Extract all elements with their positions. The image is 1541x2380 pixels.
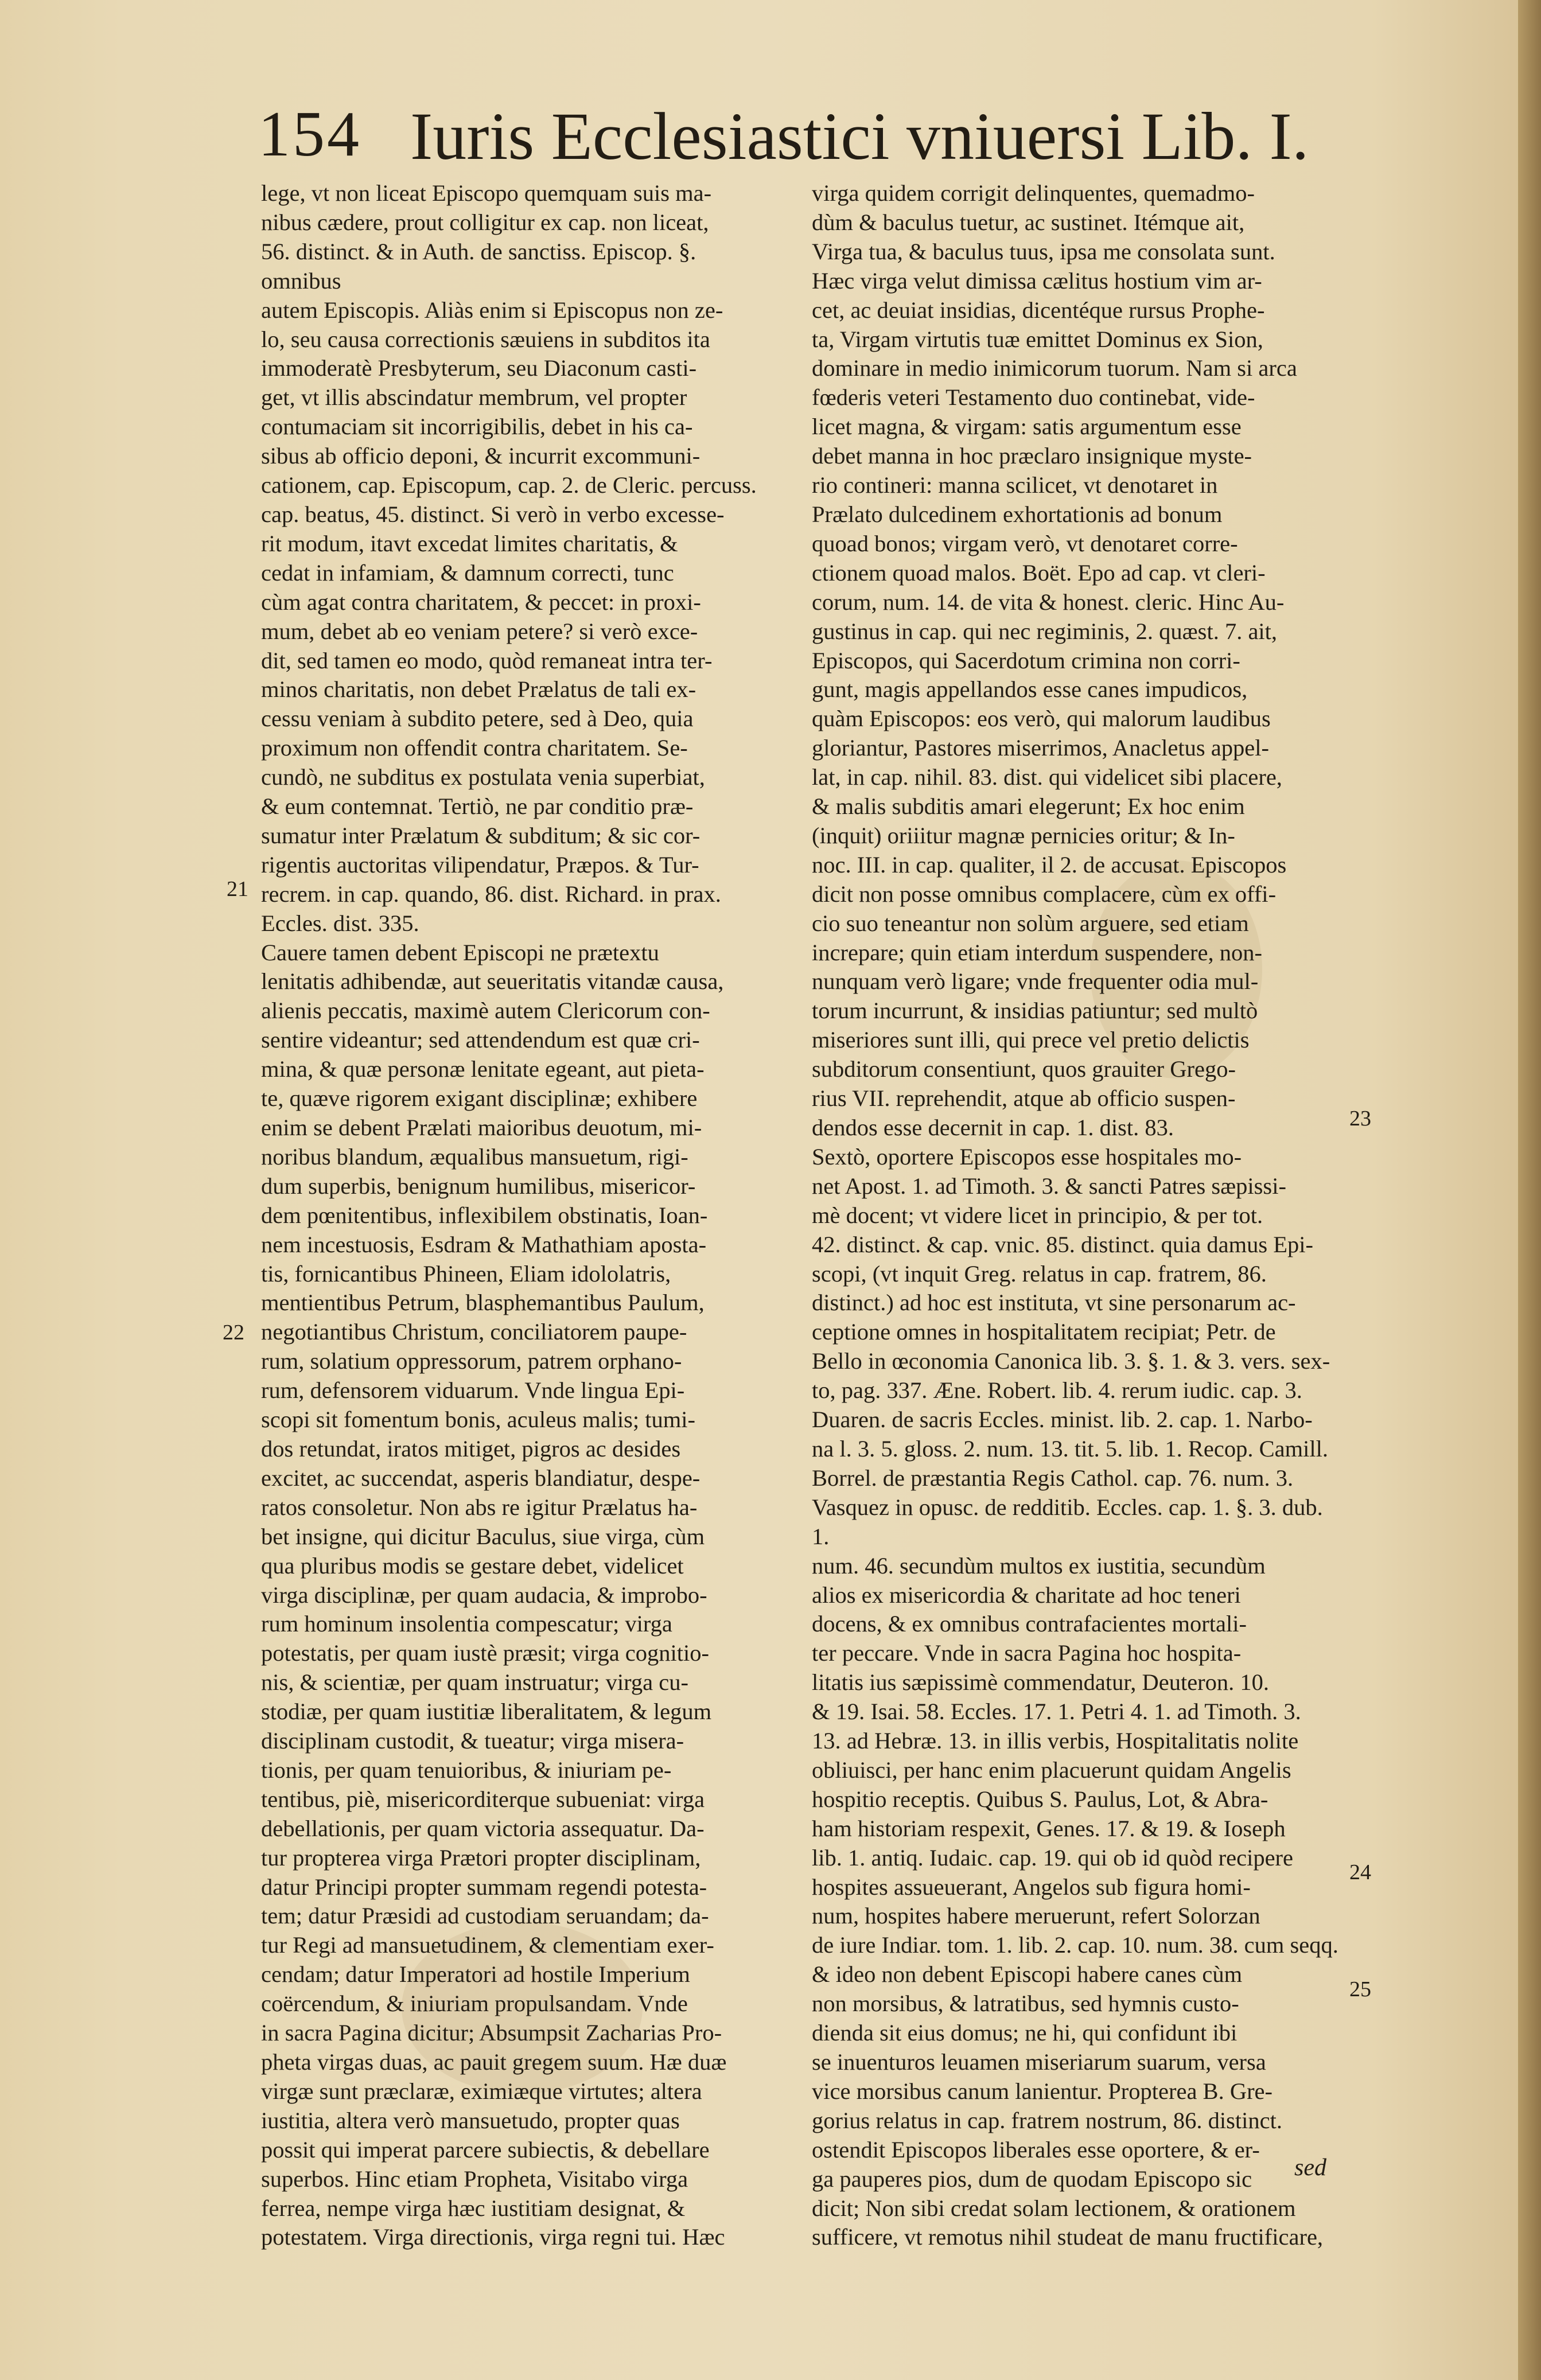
text-line: rigentis auctoritas vilipendatur, Præpos. & Tur- <box>261 851 699 878</box>
text-line: possit qui imperat parcere subiectis, & debellare <box>261 2136 710 2163</box>
text-line: excitet, ac succendat, asperis blandiatur, despe- <box>261 1464 701 1491</box>
text-line: sufficere, vt remotus nihil studeat de manu fructificare, <box>812 2224 1324 2250</box>
text-line: ostendit Episcopos liberales esse oportere, & er- <box>812 2136 1260 2163</box>
text-line: dominare in medio inimicorum tuorum. Nam si arca <box>812 355 1297 381</box>
text-line: obliuisci, per hanc enim placuerunt quidam Angelis <box>812 1756 1291 1783</box>
text-line: iustitia, altera verò mansuetudo, propter quas <box>261 2107 680 2133</box>
text-line: gustinus in cap. qui nec regiminis, 2. quæst. 7. ait, <box>812 618 1278 644</box>
text-line: corum, num. 14. de vita & honest. cleric. Hinc Au- <box>812 589 1285 615</box>
text-line: cundò, ne subditus ex postulata venia superbiat, <box>261 764 705 790</box>
text-line: hospites assueuerant, Angelos sub figura homi- <box>812 1873 1251 1900</box>
text-line: cedat in infamiam, & damnum correcti, tunc <box>261 559 674 586</box>
text-line: ga pauperes pios, dum de quodam Episcopo sic <box>812 2165 1252 2192</box>
text-line: num. 46. secundùm multos ex iustitia, secundùm <box>812 1552 1266 1579</box>
text-line: stodiæ, per quam iustitiæ liberalitatem, & legum <box>261 1699 712 1725</box>
text-line: potestatem. Virga directionis, virga regni tui. Hæc <box>261 2224 725 2250</box>
text-line: net Apost. 1. ad Timoth. 3. & sancti Patres sæpissi- <box>812 1173 1286 1199</box>
text-line: cendam; datur Imperatori ad hostile Imperium <box>261 1961 690 1988</box>
text-line: nibus cædere, prout colligitur ex cap. non liceat, <box>261 209 709 235</box>
text-line: nem incestuosis, Esdram & Mathathiam aposta- <box>261 1231 707 1257</box>
text-line: ta, Virgam virtutis tuæ emittet Dominus ex Sion, <box>812 326 1263 352</box>
right-column <box>812 179 1340 2252</box>
text-line: noribus blandum, æqualibus mansuetum, rigi- <box>261 1143 688 1170</box>
text-line: cationem, cap. Episcopum, cap. 2. de Cleric. percuss. <box>261 472 757 498</box>
text-line: debellationis, per quam victoria assequatur. Da- <box>261 1815 705 1841</box>
text-line: subditorum consentiunt, quos grauiter Grego- <box>812 1056 1236 1082</box>
text-line: se inuenturos leuamen miseriarum suarum, versa <box>812 2049 1266 2075</box>
text-line: gunt, magis appellandos esse canes impudicos, <box>812 676 1248 703</box>
text-line: miseriores sunt illi, qui prece vel pretio delictis <box>812 1027 1250 1053</box>
margin-number: 24 <box>1349 1860 1371 1884</box>
margin-number: 23 <box>1349 1107 1371 1131</box>
text-line: virgæ sunt præclaræ, eximiæque virtutes; altera <box>261 2078 702 2104</box>
text-line: litatis ius sæpissimè commendatur, Deuteron. 10. <box>812 1669 1270 1696</box>
text-line: & ideo non debent Episcopi habere canes cùm <box>812 1961 1243 1988</box>
text-line: mè docent; vt videre licet in principio, & per tot. <box>812 1202 1263 1228</box>
text-line: dos retundat, iratos mitiget, pigros ac desides <box>261 1435 681 1462</box>
text-line: ferrea, nempe virga hæc iustitiam designat, & <box>261 2195 686 2221</box>
text-line: torum incurrunt, & insidias patiuntur; sed multò <box>812 998 1258 1024</box>
margin-number: 21 <box>227 877 248 901</box>
margin-number: 25 <box>1349 1977 1371 2001</box>
text-line: scopi, (vt inquit Greg. relatus in cap. fratrem, 86. <box>812 1260 1267 1287</box>
text-line: quoad bonos; virgam verò, vt denotaret corre- <box>812 530 1238 556</box>
text-line: ratos consoletur. Non abs re igitur Prælatus ha- <box>261 1494 698 1520</box>
text-line: nunquam verò ligare; vnde frequenter odia mul- <box>812 968 1259 995</box>
text-line: qua pluribus modis se gestare debet, videlicet <box>261 1552 684 1579</box>
text-line: rum hominum insolentia compescatur; virga <box>261 1611 672 1637</box>
text-line: tis, fornicantibus Phineen, Eliam idololatris, <box>261 1260 671 1287</box>
text-line: pheta virgas duas, ac pauit gregem suum. Hæ duæ <box>261 2049 727 2075</box>
text-line: lib. 1. antiq. Iudaic. cap. 19. qui ob id quòd recipere <box>812 1844 1294 1871</box>
text-line: ceptione omnes in hospitalitatem recipiat; Petr. de <box>812 1319 1276 1345</box>
text-line: tionis, per quam tenuioribus, & iniuriam pe- <box>261 1756 672 1783</box>
text-line: num, hospites habere meruerunt, refert Solorzan <box>812 1903 1260 1929</box>
page-fold-shadow <box>1518 0 1541 2380</box>
text-line: tem; datur Præsidi ad custodiam seruandam; da- <box>261 1903 709 1929</box>
text-line: ctionem quoad malos. Boët. Epo ad cap. vt cleri- <box>812 559 1266 586</box>
catchword: sed <box>1294 2155 1326 2181</box>
text-line: disciplinam custodit, & tueatur; virga misera- <box>261 1728 684 1754</box>
text-line: Duaren. de sacris Eccles. minist. lib. 2. cap. 1. Narbo- <box>812 1407 1313 1433</box>
text-line: cùm agat contra charitatem, & peccet: in proxi- <box>261 589 701 615</box>
text-line: cet, ac deuiat insidias, dicentéque rursus Prophe- <box>812 297 1265 323</box>
text-line: lo, seu causa correctionis sæuiens in subditos ita <box>261 326 710 352</box>
text-line: licet magna, & virgam: satis argumentum esse <box>812 414 1242 440</box>
text-line: dùm & baculus tuetur, ac sustinet. Itémque ait, <box>812 209 1245 235</box>
text-line: (inquit) oriiitur magnæ pernicies oritur; & In- <box>812 822 1235 848</box>
text-line: Cauere tamen debent Episcopi ne prætextu <box>261 939 659 965</box>
text-line: cap. beatus, 45. distinct. Si verò in verbo excesse- <box>261 501 725 527</box>
text-line: Sextò, oportere Episcopos esse hospitales mo- <box>812 1143 1242 1170</box>
text-line: Eccles. dist. 335. <box>261 910 419 936</box>
text-line: virga quidem corrigit delinquentes, quemadmo- <box>812 180 1255 206</box>
text-line: gorius relatus in cap. fratrem nostrum, 86. distinct. <box>812 2107 1282 2133</box>
text-line: increpare; quin etiam interdum suspendere, non- <box>812 939 1262 965</box>
text-line: dicit; Non sibi credat solam lectionem, & orationem <box>812 2195 1296 2221</box>
text-line: distinct.) ad hoc est instituta, vt sine personarum ac- <box>812 1290 1296 1316</box>
text-line: cessu veniam à subdito petere, sed à Deo, quia <box>261 706 694 732</box>
running-head: Iuris Ecclesiastici vniuersi Lib. I. <box>410 99 1309 174</box>
text-line: alios ex misericordia & charitate ad hoc teneri <box>812 1582 1241 1608</box>
text-line: minos charitatis, non debet Prælatus de tali ex- <box>261 676 696 703</box>
text-line: lege, vt non liceat Episcopo quemquam suis ma- <box>261 180 712 206</box>
text-line: proximum non offendit contra charitatem. Se- <box>261 735 688 761</box>
text-line: Borrel. de præstantia Regis Cathol. cap. 76. num. 3. <box>812 1464 1294 1491</box>
text-line: quàm Episcopos: eos verò, qui malorum laudibus <box>812 706 1271 732</box>
text-line: get, vt illis abscindatur membrum, vel propter <box>261 384 687 411</box>
text-line: immoderatè Presbyterum, seu Diaconum casti- <box>261 355 697 381</box>
left-column <box>261 179 780 2252</box>
text-line: recrem. in cap. quando, 86. dist. Richard. in prax. <box>261 881 721 907</box>
text-line: debet manna in hoc præclaro insignique myste- <box>812 443 1252 469</box>
text-line: gloriantur, Pastores miserrimos, Anacletus appel- <box>812 735 1269 761</box>
text-line: rum, solatium oppressorum, patrem orphano- <box>261 1348 682 1374</box>
text-line: autem Episcopis. Aliàs enim si Episcopus non ze- <box>261 297 723 323</box>
text-line: enim se debent Prælati maioribus deuotum, mi- <box>261 1115 702 1140</box>
text-line: tentibus, piè, misericorditerque subueniat: virga <box>261 1786 705 1812</box>
text-line: lenitatis adhibendæ, aut seueritatis vitandæ causa, <box>261 968 724 995</box>
text-line: dendos esse decernit in cap. 1. dist. 83. <box>812 1115 1174 1140</box>
text-line: hospitio receptis. Quibus S. Paulus, Lot, & Abra- <box>812 1786 1268 1812</box>
text-line: fœderis veteri Testamento duo continebat, vide- <box>812 384 1255 411</box>
text-line: sibus ab officio deponi, & incurrit excommuni- <box>261 443 701 469</box>
text-line: docens, & ex omnibus contrafacientes mortali- <box>812 1611 1247 1637</box>
text-line: lat, in cap. nihil. 83. dist. qui videlicet sibi placere, <box>812 764 1282 790</box>
text-line: superbos. Hinc etiam Propheta, Visitabo virga <box>261 2165 688 2192</box>
text-line: rius VII. reprehendit, atque ab officio suspen- <box>812 1085 1236 1112</box>
text-line: 56. distinct. & in Auth. de sanctiss. Episcop. §. omnibus <box>261 238 702 294</box>
text-line: dit, sed tamen eo modo, quòd remaneat intra ter- <box>261 647 713 673</box>
text-line: 42. distinct. & cap. vnic. 85. distinct. quia damus Epi- <box>812 1231 1313 1257</box>
text-line: te, quæve rigorem exigant disciplinæ; exhibere <box>261 1085 698 1112</box>
margin-number: 22 <box>223 1321 244 1345</box>
text-line: rio contineri: manna scilicet, vt denotaret in <box>812 472 1218 498</box>
text-line: nis, & scientiæ, per quam instruatur; virga cu- <box>261 1669 688 1696</box>
text-line: Virga tua, & baculus tuus, ipsa me consolata sunt. <box>812 238 1275 264</box>
text-line: dienda sit eius domus; ne hi, qui confidunt ibi <box>812 2020 1238 2046</box>
text-line: coërcendum, & iniuriam propulsandam. Vnde <box>261 1991 688 2017</box>
text-line: dem pœnitentibus, inflexibilem obstinatis, Ioan- <box>261 1202 708 1228</box>
text-line: bet insigne, qui dicitur Baculus, siue virga, cùm <box>261 1523 705 1549</box>
text-line: sentire videantur; sed attendendum est quæ cri- <box>261 1027 700 1053</box>
text-line: potestatis, per quam iustè præsit; virga cognitio- <box>261 1640 710 1666</box>
text-line: ham historiam respexit, Genes. 17. & 19. & Ioseph <box>812 1815 1286 1841</box>
text-line: mum, debet ab eo veniam petere? si verò exce- <box>261 618 698 644</box>
text-line: alienis peccatis, maximè autem Clericorum con- <box>261 998 710 1024</box>
text-line: non morsibus, & latratibus, sed hymnis custo- <box>812 1991 1239 2017</box>
text-line: contumaciam sit incorrigibilis, debet in his ca- <box>261 414 693 440</box>
text-line: tur Regi ad mansuetudinem, & clementiam exer- <box>261 1932 714 1958</box>
text-line: rit modum, itavt excedat limites charitatis, & <box>261 530 678 556</box>
text-line: to, pag. 337. Æne. Robert. lib. 4. rerum iudic. cap. 3. <box>812 1377 1302 1404</box>
text-line: noc. III. in cap. qualiter, il 2. de accusat. Episcopos <box>812 851 1287 878</box>
text-line: vice morsibus canum lanientur. Propterea B. Gre- <box>812 2078 1273 2104</box>
text-line: sumatur inter Prælatum & subditum; & sic cor- <box>261 822 701 848</box>
text-line: virga disciplinæ, per quam audacia, & improbo- <box>261 1582 707 1608</box>
text-line: in sacra Pagina dicitur; Absumpsit Zacharias Pro- <box>261 2020 722 2046</box>
text-line: dum superbis, benignum humilibus, misericor- <box>261 1173 696 1199</box>
text-line: negotiantibus Christum, conciliatorem paupe- <box>261 1319 687 1345</box>
text-line: 13. ad Hebræ. 13. in illis verbis, Hospitalitatis nolite <box>812 1728 1299 1754</box>
text-line: de iure Indiar. tom. 1. lib. 2. cap. 10. num. 38. cum seqq. <box>812 1932 1338 1958</box>
text-line: datur Principi propter summam regendi potesta- <box>261 1873 707 1900</box>
page-header <box>258 98 1331 172</box>
text-line: Vasquez in opusc. de redditib. Eccles. cap. 1. §. 3. dub. 1. <box>812 1494 1329 1549</box>
text-line: na l. 3. 5. gloss. 2. num. 13. tit. 5. lib. 1. Recop. Camill. <box>812 1435 1328 1462</box>
text-line: rum, defensorem viduarum. Vnde lingua Epi- <box>261 1377 685 1404</box>
text-line: cio suo teneantur non solùm arguere, sed etiam <box>812 910 1249 936</box>
text-line: dicit non posse omnibus complacere, cùm ex offi- <box>812 881 1277 907</box>
text-line: tur propterea virga Prætori propter disciplinam, <box>261 1844 701 1871</box>
page-number: 154 <box>258 99 361 170</box>
text-line: mentientibus Petrum, blasphemantibus Paulum, <box>261 1290 705 1316</box>
text-line: Bello in œconomia Canonica lib. 3. §. 1. & 3. vers. sex- <box>812 1348 1330 1374</box>
text-line: & 19. Isai. 58. Eccles. 17. 1. Petri 4. 1. ad Timoth. 3. <box>812 1699 1301 1725</box>
text-line: Hæc virga velut dimissa cælitus hostium vim ar- <box>812 267 1262 294</box>
text-line: mina, & quæ personæ lenitate egeant, aut pieta- <box>261 1056 705 1082</box>
text-line: ter peccare. Vnde in sacra Pagina hoc hospita- <box>812 1640 1242 1666</box>
text-line: & malis subditis amari elegerunt; Ex hoc enim <box>812 793 1245 820</box>
text-line: Episcopos, qui Sacerdotum crimina non corri- <box>812 647 1240 673</box>
text-line: Prælato dulcedinem exhortationis ad bonum <box>812 501 1223 527</box>
text-line: scopi sit fomentum bonis, aculeus malis; tumi- <box>261 1407 696 1433</box>
text-line: & eum contemnat. Tertiò, ne par conditio præ- <box>261 793 694 820</box>
